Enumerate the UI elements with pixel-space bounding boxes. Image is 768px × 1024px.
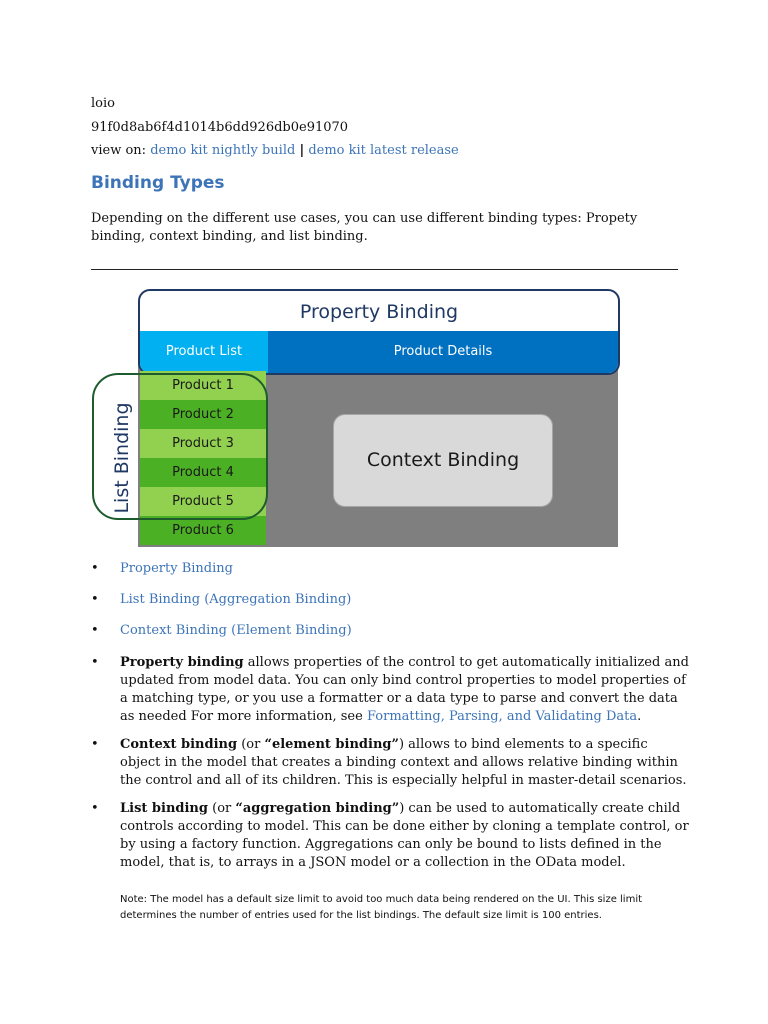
list-item <box>91 560 691 578</box>
list-binding-suffix: (Aggregation Binding) <box>200 592 352 607</box>
property-binding-link[interactable]: Property Binding <box>120 561 233 576</box>
product-item: Product 5 <box>140 487 266 516</box>
size-limit-note: Note: The model has a default size limit to avoid too much data being rendered on the UI. This size limit determines the number of entries used for the list bindings. The default size limit is 100 entries. <box>120 894 643 921</box>
product-item: Product 2 <box>140 400 266 429</box>
list-binding-description: • List binding (or “aggregation binding”) can be used to automatically create child controls according to model. This can be done either by cloning a template control, or by using a factory function. Aggregations can only be bound to lists defined in the model, that is, to arrays in a JSON model or a collection in the OData model. <box>91 800 691 872</box>
property-binding-description: • Property binding allows properties of the control to get automatically initialized and updated from model data. You can only bind control properties to model properties of a matching type, or you use a formatter or a data type to parse and convert the data as needed For more information, see Formatting, Parsing, and Validating Data. <box>91 654 691 726</box>
list-binding-link[interactable]: List Binding <box>120 592 201 607</box>
property-binding-title: Property Binding <box>299 301 459 323</box>
product-list-header: Product List <box>140 331 268 373</box>
demo-kit-release-link[interactable]: demo kit latest release <box>308 143 459 158</box>
product-details-header: Product Details <box>268 331 618 373</box>
product-item: Product 4 <box>140 458 266 487</box>
binding-types-diagram <box>90 287 620 549</box>
context-binding-description: • Context binding (or “element binding”) allows to bind elements to a specific object in the model that creates a binding context and allows relative binding within the control and all of its children. This is especially helpful in master-detail scenarios. <box>91 736 691 790</box>
context-binding-suffix: (Element Binding) <box>227 623 352 638</box>
page-title: Binding Types <box>91 173 225 193</box>
list-item <box>91 591 691 609</box>
view-on-label: view on: <box>91 143 147 158</box>
list-item <box>91 622 691 640</box>
binding-descriptions-list <box>91 654 691 882</box>
formatting-parsing-link[interactable]: Formatting, Parsing, and Validating Data <box>366 709 638 724</box>
horizontal-rule <box>91 269 678 270</box>
product-item: Product 3 <box>140 429 266 458</box>
property-binding-box <box>138 289 620 375</box>
view-on-line <box>91 143 459 159</box>
link-separator: | <box>299 143 305 158</box>
product-item: Product 6 <box>140 516 266 545</box>
context-binding-link[interactable]: Context Binding <box>120 623 228 638</box>
intro-paragraph: Depending on the different use cases, you can use different binding types: Propety binding, context binding, and list binding. <box>91 211 638 244</box>
list-binding-label: List Binding <box>111 402 133 514</box>
binding-links-list <box>91 560 691 653</box>
loio-label: loio <box>91 96 115 111</box>
product-item: Product 1 <box>140 371 266 400</box>
demo-kit-nightly-link[interactable]: demo kit nightly build <box>150 143 296 158</box>
loio-id: 91f0d8ab6f4d1014b6dd926db0e91070 <box>91 120 349 135</box>
context-binding-box: Context Binding <box>333 414 553 507</box>
